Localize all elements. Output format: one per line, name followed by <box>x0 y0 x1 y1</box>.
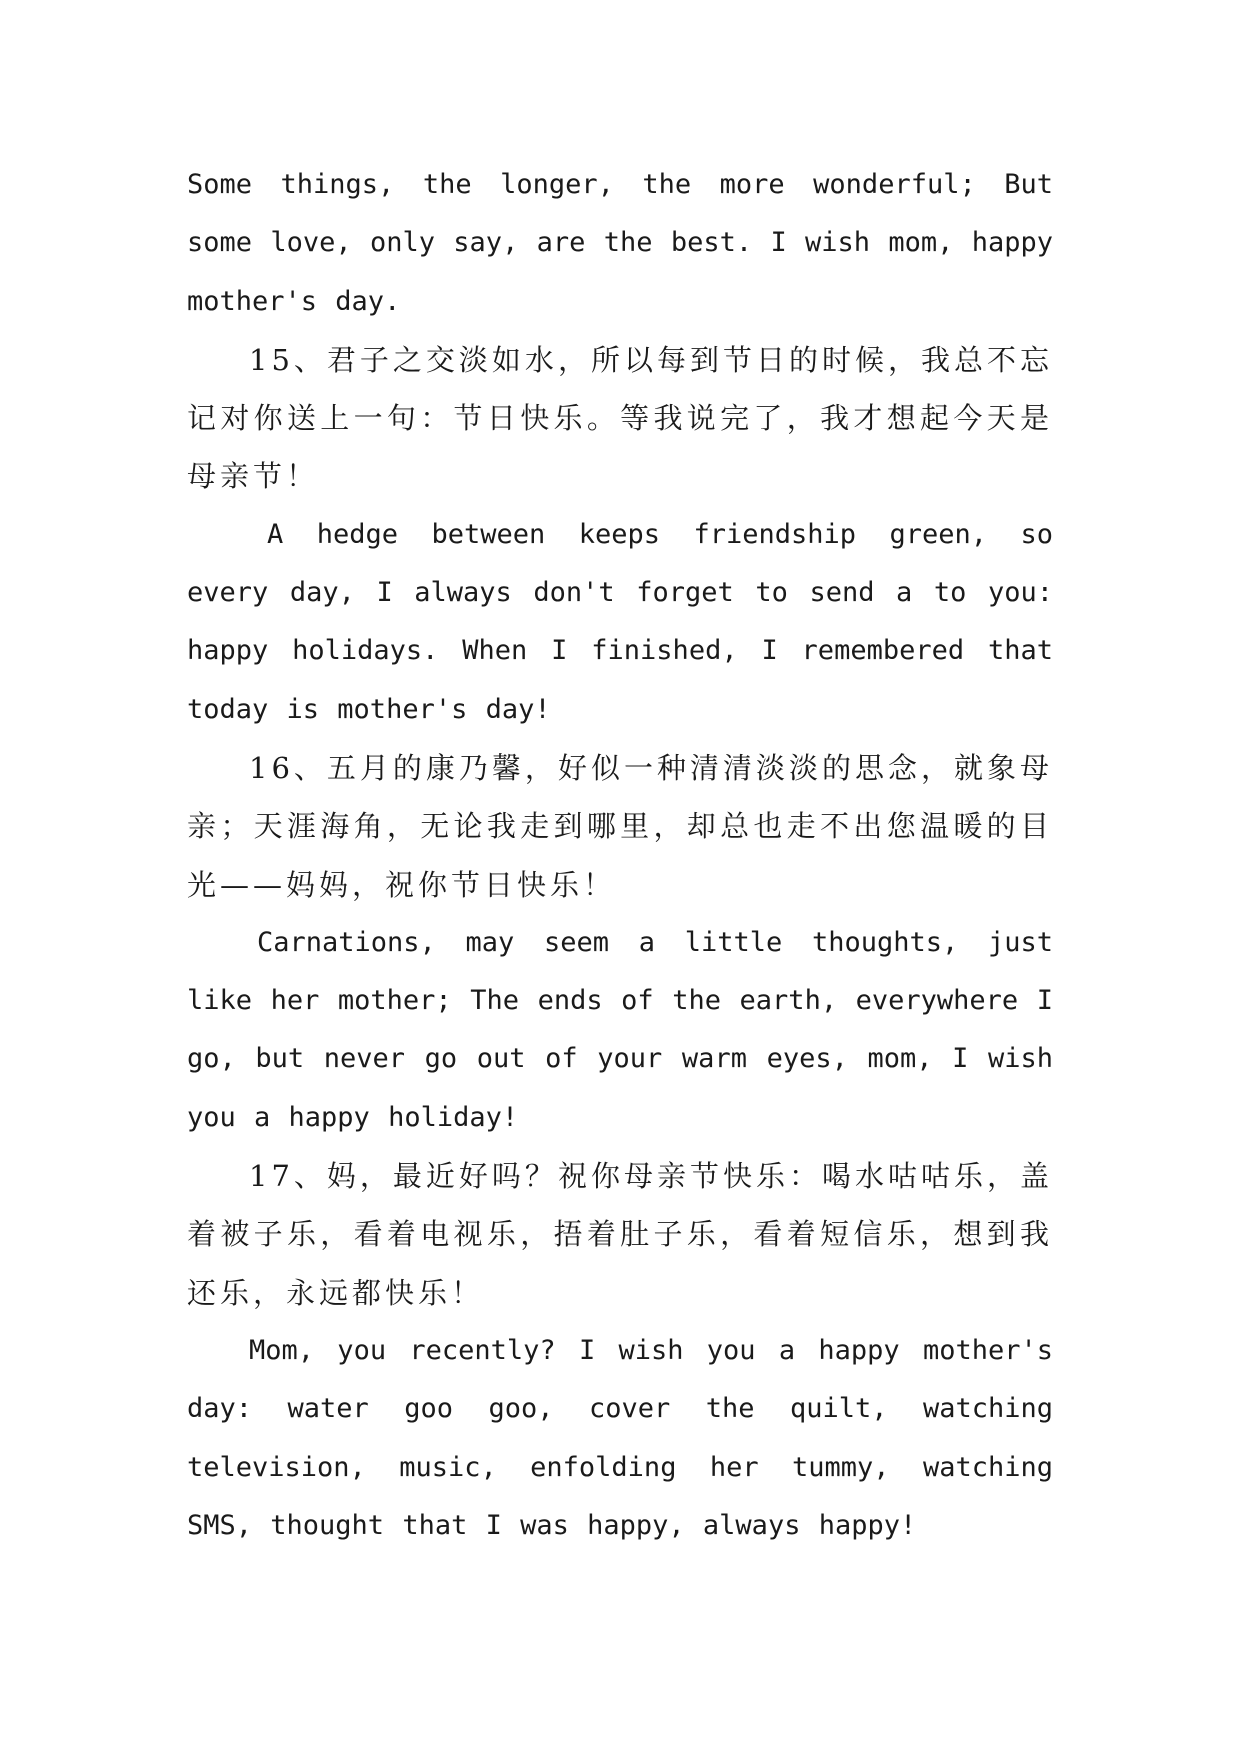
paragraph-english: Mom, you recently? I wish you a happy mother's day: water goo goo, cover the quilt, watching television, music, enfolding her tummy, watching SMS, thought that I was happy, always happy! <box>187 1334 1053 1541</box>
paragraph-chinese: 17、妈，最近好吗？祝你母亲节快乐：喝水咕咕乐，盖着被子乐，看着电视乐，捂着肚子乐，看着短信乐，想到我还乐，永远都快乐！ <box>187 1159 1053 1310</box>
paragraph-chinese: 15、君子之交淡如水，所以每到节日的时候，我总不忘记对你送上一句：节日快乐。等我说完了，我才想起今天是母亲节！ <box>187 342 1053 494</box>
paragraph-english: Some things, the longer, the more wonderful; But some love, only say, are the best. I wish mom, happy mother's day. <box>187 169 1053 317</box>
paragraph-chinese: 16、五月的康乃馨，好似一种清清淡淡的思念，就象母亲；天涯海角，无论我走到哪里，却总也走不出您温暖的目光——妈妈，祝你节日快乐！ <box>187 750 1053 902</box>
paragraph-english: Carnations, may seem a little thoughts, just like her mother; The ends of the earth, everywhere I go, but never go out of your warm eyes, mom, I wish you a happy holiday! <box>187 926 1053 1133</box>
paragraph-english: A hedge between keeps friendship green, so every day, I always don't forget to send a to you: happy holidays. When I finished, I remembered that today is mother's day! <box>187 518 1053 725</box>
document-body <box>187 156 1053 1555</box>
